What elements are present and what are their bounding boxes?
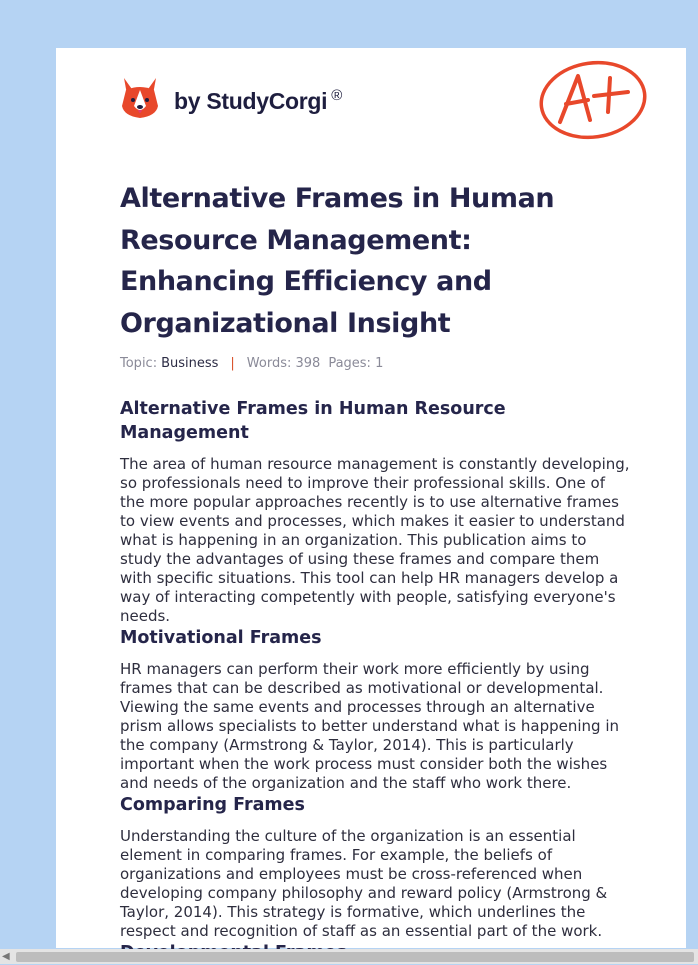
meta-separator: | [230, 356, 235, 371]
section-paragraph: The area of human resource management is constantly developing, so professionals need to improve their professional skills. One of the more popular approaches recently is to use alternative frames to view events and processes, which makes it easier to understand what is happening in an organization. This publication aims to study the advantages of using these frames and compare them with specific situations. This tool can help HR managers develop a way of interacting competently with people, satisfying everyone's needs. [120, 455, 630, 625]
document-title: Alternative Frames in Human Resource Management: Enhancing Efficiency and Organizational Insight [120, 183, 555, 339]
section-paragraph: Understanding the culture of the organization is an essential element in comparing frames. For example, the beliefs of organizations and employees must be cross-referenced when developing company philosophy and reward policy (Armstrong & Taylor, 2014). This strategy is formative, which underlines the respect and recognition of staff as an essential part of the work. [120, 827, 608, 940]
document-meta [120, 356, 630, 371]
section-heading: Comparing Frames [120, 795, 305, 815]
topic-label: Topic: [120, 356, 158, 371]
section-heading: Motivational Frames [120, 628, 322, 648]
scroll-left-icon[interactable]: ◀ [2, 951, 10, 962]
word-count: Words: 398 [246, 356, 321, 371]
document-content [120, 178, 630, 965]
page-count: Pages: 1 [328, 356, 384, 371]
studycorgi-logo[interactable] [120, 76, 342, 120]
a-plus-grade-icon [538, 60, 648, 140]
section-paragraph: HR managers can perform their work more efficiently by using frames that can be described as motivational or developmental. Viewing the same events and processes through an alternative prism allows specialists to better understand what is happening in the company (Armstrong & Taylor, 2014). This is particularly important when the work process must consider both the wishes and needs of the organization and the staff who work there. [120, 660, 619, 792]
topic-link[interactable]: Business [161, 356, 219, 371]
section-heading: Alternative Frames in Human Resource Management [120, 399, 506, 443]
scrollbar-thumb[interactable] [16, 952, 694, 962]
corgi-icon [120, 76, 160, 120]
document-page [56, 48, 686, 948]
horizontal-scrollbar[interactable] [0, 949, 698, 964]
brand-name: by StudyCorgi ® [174, 87, 343, 114]
